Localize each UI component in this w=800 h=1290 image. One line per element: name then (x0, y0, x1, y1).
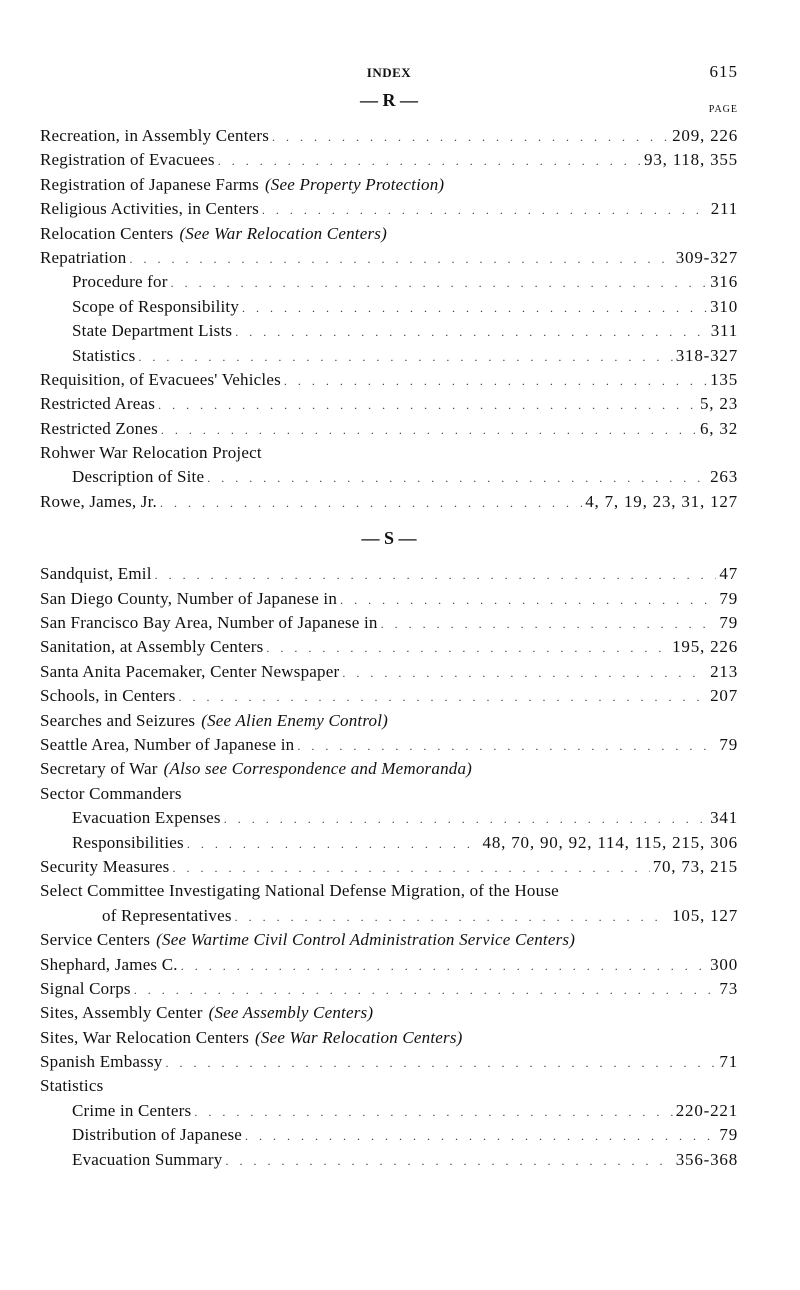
dot-leader (224, 807, 707, 831)
entry-label: Spanish Embassy (40, 1052, 163, 1072)
entry-label: Statistics (40, 1076, 104, 1096)
section-letter-r: — R — (360, 90, 418, 110)
dot-leader (225, 1149, 672, 1173)
dot-leader (138, 345, 672, 369)
dot-leader (381, 612, 717, 636)
entry-pages: 300 (710, 954, 738, 974)
entry-cross-reference: (See Property Protection) (264, 174, 445, 194)
entry-label: Evacuation Expenses (72, 808, 221, 828)
entry-label: Recreation, in Assembly Centers (40, 126, 270, 145)
entry-pages: 71 (719, 1052, 738, 1072)
dot-leader (134, 978, 717, 1002)
entry-label: State Department Lists (72, 321, 233, 341)
dot-leader (284, 369, 707, 393)
index-page (40, 58, 738, 1172)
entry-pages: 79 (719, 1125, 738, 1145)
dot-leader (187, 832, 480, 856)
entry-pages: 5, 23 (700, 394, 738, 414)
index-subentry (40, 319, 738, 343)
index-subentry (40, 295, 738, 319)
index-entry (40, 635, 738, 659)
dot-leader (129, 247, 672, 271)
index-subentry (40, 1148, 738, 1172)
index-entry (40, 441, 738, 465)
index-entry (40, 782, 738, 806)
dot-leader (172, 856, 649, 880)
index-entry (40, 173, 738, 197)
entry-label: Procedure for (72, 272, 168, 292)
index-entry (40, 562, 738, 586)
entry-label: Description of Site (72, 467, 205, 487)
index-entry (40, 587, 738, 611)
entry-label: Distribution of Japanese (72, 1125, 243, 1145)
index-entry (40, 1026, 738, 1050)
entry-label: Restricted Zones (40, 418, 158, 438)
dot-leader (158, 393, 697, 417)
entry-label: Sanitation, at Assembly Centers (40, 637, 264, 657)
entry-pages: 4, 7, 19, 23, 31, 127 (585, 491, 738, 511)
entry-pages: 79 (719, 588, 738, 608)
section-r-entries (40, 124, 738, 514)
entry-label: Sites, War Relocation Centers (40, 1027, 250, 1047)
index-entry (40, 124, 738, 148)
dot-leader (266, 636, 669, 660)
dot-leader (245, 1124, 716, 1148)
entry-label: Secretary of War (40, 759, 158, 779)
section-letter-s: — S — (361, 528, 417, 549)
section-s-heading (40, 526, 738, 562)
running-head (40, 58, 738, 88)
entry-label: Sites, Assembly Center (40, 1003, 203, 1023)
index-entry (40, 246, 738, 270)
index-entry (40, 222, 738, 246)
index-entry (40, 879, 738, 903)
entry-pages: 356-368 (675, 1149, 738, 1169)
entry-pages: 209, 226 (672, 126, 738, 145)
entry-label: Crime in Centers (72, 1100, 192, 1120)
index-subentry (40, 1123, 738, 1147)
entry-label: Registration of Evacuees (40, 150, 215, 170)
entry-pages: 316 (710, 272, 738, 292)
dot-leader (160, 491, 582, 515)
entry-label: Repatriation (40, 247, 127, 267)
page-number: 615 (709, 62, 738, 81)
entry-pages: 79 (719, 613, 738, 633)
dot-leader (235, 320, 708, 344)
dot-leader (171, 271, 708, 295)
entry-pages: 47 (719, 564, 738, 584)
dot-leader (207, 466, 707, 490)
entry-pages: 211 (710, 199, 738, 219)
dot-leader (161, 418, 697, 442)
index-subentry (40, 270, 738, 294)
index-entry (40, 733, 738, 757)
dot-leader (218, 149, 641, 173)
entry-pages: 6, 32 (700, 418, 738, 438)
index-entry (40, 928, 738, 952)
index-subentry (40, 465, 738, 489)
index-entry (40, 709, 738, 733)
entry-label: Signal Corps (40, 978, 131, 998)
entry-cross-reference: (Also see Correspondence and Memoranda) (163, 759, 473, 779)
entry-label: San Diego County, Number of Japanese in (40, 588, 338, 608)
entry-label: Rohwer War Relocation Project (40, 443, 262, 463)
entry-label: San Francisco Bay Area, Number of Japanese in (40, 613, 378, 633)
entry-pages: 309-327 (675, 247, 738, 267)
entry-cross-reference: (See War Relocation Centers) (179, 223, 387, 243)
dot-leader (242, 296, 707, 320)
entry-pages: 135 (710, 369, 738, 389)
entry-label: Relocation Centers (40, 223, 174, 243)
index-entry (40, 757, 738, 781)
page-column-label: PAGE (708, 104, 738, 115)
entry-label: Statistics (72, 345, 136, 365)
entry-cross-reference: (See Alien Enemy Control) (201, 710, 389, 730)
dot-leader (272, 125, 669, 149)
entry-pages: 48, 70, 90, 92, 114, 115, 215, 306 (482, 832, 738, 852)
entry-label: Schools, in Centers (40, 686, 176, 706)
index-entry (40, 1001, 738, 1025)
entry-pages: 220-221 (675, 1100, 738, 1120)
section-s-entries (40, 562, 738, 1172)
index-entry (40, 197, 738, 221)
index-subentry (40, 831, 738, 855)
entry-label: Service Centers (40, 930, 151, 950)
entry-pages: 73 (719, 978, 738, 998)
entry-pages: 70, 73, 215 (652, 856, 738, 876)
entry-pages: 213 (710, 661, 738, 681)
entry-label: Evacuation Summary (72, 1149, 223, 1169)
index-entry (40, 1050, 738, 1074)
index-entry (40, 660, 738, 684)
index-entry (40, 148, 738, 172)
index-entry (40, 684, 738, 708)
entry-pages: 79 (719, 734, 738, 754)
entry-pages: 263 (710, 467, 738, 487)
section-r-heading (40, 88, 738, 124)
entry-label: Registration of Japanese Farms (40, 174, 259, 194)
index-subentry (40, 344, 738, 368)
section-gap (40, 514, 738, 526)
dot-leader (181, 954, 707, 978)
entry-label: Responsibilities (72, 832, 184, 852)
dot-leader (155, 563, 717, 587)
index-entry (40, 1074, 738, 1098)
entry-pages: 311 (710, 321, 738, 341)
entry-label: Scope of Responsibility (72, 296, 240, 316)
dot-leader (179, 685, 708, 709)
entry-cross-reference: (See War Relocation Centers) (255, 1027, 463, 1047)
entry-label: Seattle Area, Number of Japanese in (40, 734, 295, 754)
entry-label: Searches and Seizures (40, 710, 196, 730)
entry-label: Security Measures (40, 856, 170, 876)
entry-label: Requisition, of Evacuees' Vehicles (40, 369, 281, 389)
index-subentry (40, 806, 738, 830)
dot-leader (342, 661, 707, 685)
dot-leader (165, 1051, 716, 1075)
entry-label: Rowe, James, Jr. (40, 491, 157, 511)
dot-leader (194, 1100, 672, 1124)
index-entry (40, 953, 738, 977)
entry-label: Shephard, James C. (40, 954, 178, 974)
entry-pages: 310 (710, 296, 738, 316)
dot-leader (235, 905, 669, 929)
entry-label: Sandquist, Emil (40, 564, 152, 584)
entry-label: of Representatives (102, 905, 232, 925)
index-entry (40, 611, 738, 635)
index-entry (40, 977, 738, 1001)
index-entry (40, 855, 738, 879)
entry-cross-reference: (See Assembly Centers) (208, 1003, 374, 1023)
dot-leader (262, 198, 708, 222)
dot-leader (297, 734, 716, 758)
entry-label: Select Committee Investigating National Defense Migration, of the House (40, 881, 559, 901)
entry-pages: 93, 118, 355 (644, 150, 738, 170)
dot-leader (340, 588, 716, 612)
entry-pages: 105, 127 (672, 905, 738, 925)
index-entry (40, 392, 738, 416)
entry-pages: 207 (710, 686, 738, 706)
entry-pages: 341 (710, 808, 738, 828)
entry-label: Sector Commanders (40, 783, 182, 803)
entry-label: Santa Anita Pacemaker, Center Newspaper (40, 661, 340, 681)
index-entry (40, 490, 738, 514)
running-title: INDEX (366, 65, 412, 80)
index-entry (40, 368, 738, 392)
entry-label: Religious Activities, in Centers (40, 199, 259, 219)
entry-pages: 318-327 (675, 345, 738, 365)
entry-label: Restricted Areas (40, 394, 156, 414)
index-subentry (40, 1099, 738, 1123)
entry-pages: 195, 226 (672, 637, 738, 657)
index-entry (40, 417, 738, 441)
index-continuation (40, 904, 738, 928)
entry-cross-reference: (See Wartime Civil Control Administration Service Centers) (156, 930, 576, 950)
